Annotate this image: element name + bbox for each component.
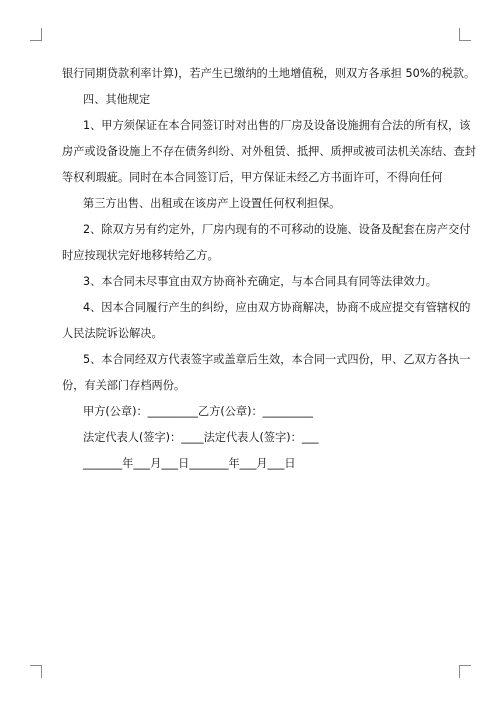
signature-line-date: _______年___月___日_______年___月___日 [83,457,296,470]
text-line: 人民法院诉讼解决。 [62,327,163,340]
document-body [62,62,476,475]
text-line: 5、本合同经双方代表签字或盖章后生效，本合同一式四份，甲、乙双方各执一 [83,353,471,366]
section-heading: 四、其他规定 [83,93,151,106]
signature-line-seal: 甲方(公章)：_________乙方(公章)：_________ [83,405,314,418]
text-line: 2、除双方另有约定外，厂房内现有的不可移动的设施、设备及配套在房产交付 [83,223,471,236]
page-corner-mark-bottom-right [459,665,471,678]
text-line: 第三方出售、出租或在该房产上设置任何权利担保。 [83,197,341,210]
text-line: 份，有关部门存档两份。 [62,379,186,392]
text-line: 等权利瑕疵。同时在本合同签订后，甲方保证未经乙方书面许可，不得向任何 [62,171,443,184]
text-line: 3、本合同未尽事宜由双方协商补充确定，与本合同具有同等法律效力。 [83,275,437,288]
text-line: 时应按现状完好地移转给乙方。 [62,249,219,262]
page-corner-mark-top-left [30,28,42,41]
text-line: 银行同期贷款利率计算)，若产生已缴纳的土地增值税，则双方各承担 50%的税款。 [62,67,476,80]
text-line: 1、甲方须保证在本合同签订时对出售的厂房及设备设施拥有合法的所有权，该 [83,119,471,132]
page-corner-mark-bottom-left [30,665,42,678]
text-line: 房产或设备设施上不存在债务纠纷、对外租赁、抵押、质押或被司法机关冻结、查封 [62,145,476,158]
page-corner-mark-top-right [459,28,471,41]
signature-line-representative: 法定代表人(签字)：____法定代表人(签字)：___ [83,431,319,444]
text-line: 4、因本合同履行产生的纠纷，应由双方协商解决，协商不成应提交有管辖权的 [83,301,471,314]
